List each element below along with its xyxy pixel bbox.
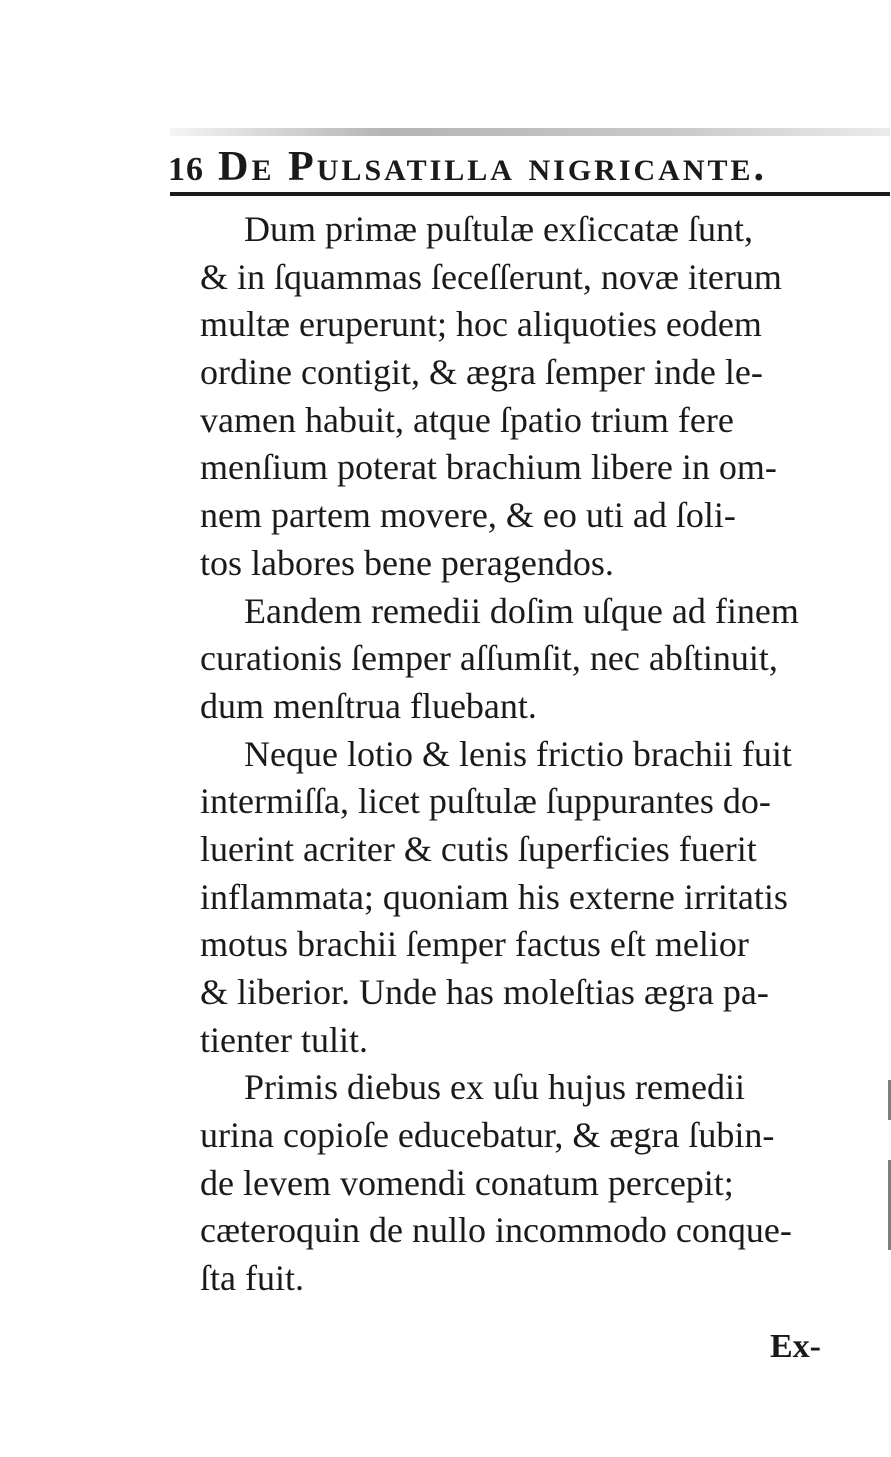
text-line: Primis diebus ex uſu hujus remedii: [244, 1067, 745, 1108]
text-line: intermiſſa, licet puſtulæ ſuppurantes do-: [200, 781, 771, 822]
header-rule: [170, 192, 890, 196]
text-line: tos labores bene peragendos.: [200, 542, 614, 583]
text-line: & liberior. Unde has moleſtias ægra pa-: [200, 972, 769, 1012]
text-line: menſium poterat brachium libere in om-: [200, 447, 777, 488]
page-number: 16: [168, 151, 204, 188]
text-line: Dum primæ puſtulæ exſiccatæ ſunt,: [244, 209, 753, 249]
running-title: De Pulsatilla nigricante.: [218, 143, 768, 190]
text-line: luerint acriter & cutis ſuperficies fuerit: [200, 828, 757, 869]
running-head: [168, 142, 818, 190]
text-line: Neque lotio & lenis frictio brachii fuit: [244, 733, 792, 774]
text-line: ſta fuit.: [200, 1258, 304, 1299]
text-line: ordine contigit, & ægra ſemper inde le-: [200, 352, 763, 393]
text-line: nem partem movere, & eo uti ad ſoli-: [200, 495, 736, 536]
text-line: vamen habuit, atque ſpatio trium fere: [200, 399, 734, 440]
body-text: [200, 206, 880, 1303]
text-line: de levem vomendi conatum percepit;: [200, 1162, 734, 1203]
text-line: curationis ſemper aſſumſit, nec abſtinuit,: [200, 638, 778, 679]
text-line: dum menſtrua fluebant.: [200, 685, 537, 726]
page-edge-smudge: [170, 128, 890, 136]
text-line: tienter tulit.: [200, 1019, 368, 1060]
text-line: Eandem remedii doſim uſque ad finem: [244, 590, 799, 631]
text-line: cæteroquin de nullo incommodo conque-: [200, 1210, 792, 1251]
text-line: motus brachii ſemper factus eſt melior: [200, 924, 749, 965]
text-line: multæ eruperunt; hoc aliquoties eodem: [200, 304, 762, 345]
catchword: Ex-: [770, 1328, 821, 1365]
text-line: inflammata; quoniam his externe irritatis: [200, 876, 788, 917]
text-line: urina copioſe educebatur, & ægra ſubin-: [200, 1115, 775, 1156]
text-line: & in ſquammas ſeceſſerunt, novæ iterum: [200, 256, 782, 297]
